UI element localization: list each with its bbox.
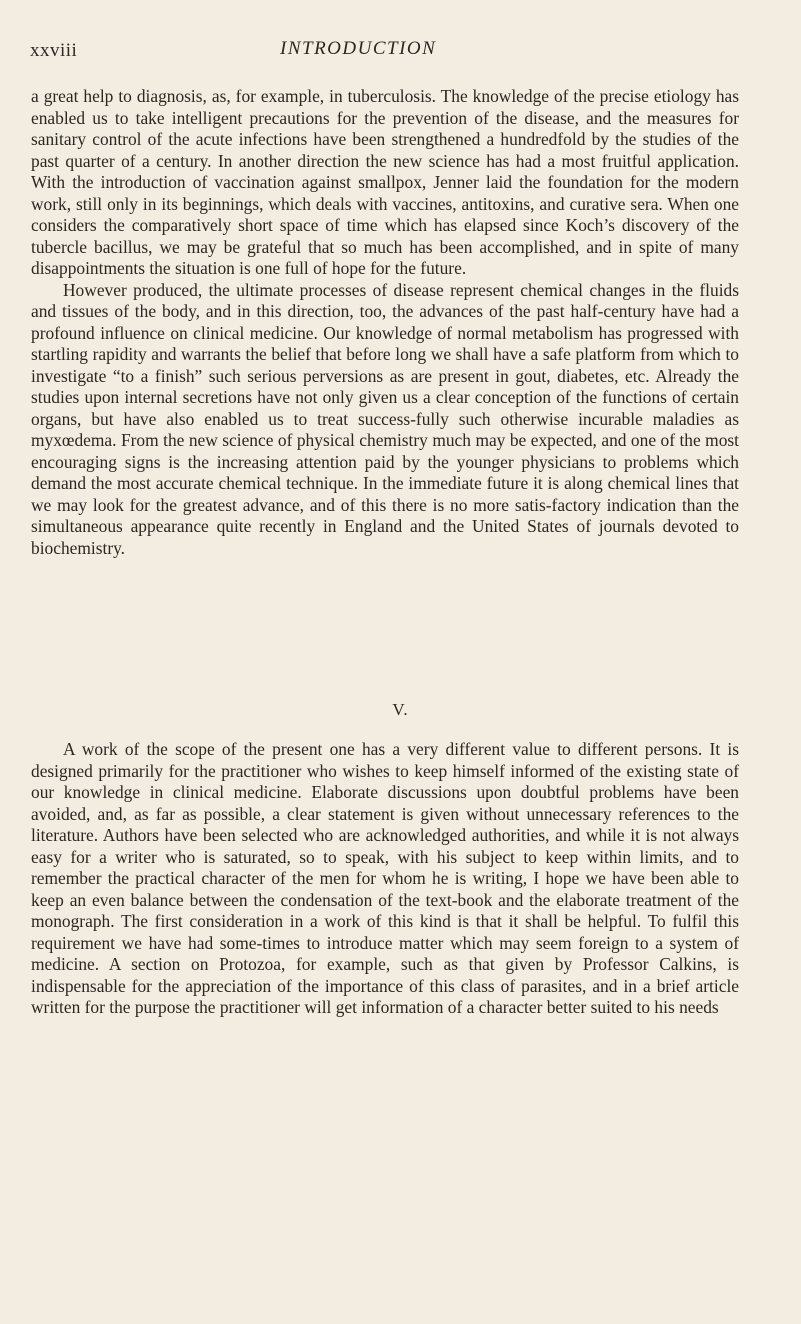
- running-title: INTRODUCTION: [280, 38, 437, 59]
- page-number: xxviii: [30, 40, 78, 61]
- section-heading: V.: [392, 700, 409, 719]
- body-text-bottom: [31, 739, 739, 1019]
- body-text-top: [31, 86, 739, 559]
- paragraph: A work of the scope of the present one has a very different value to different persons. It is designed primarily for the practitioner who wishes to keep himself informed of the existing state of our knowledge in clinical medicine. Elaborate discussions upon doubtful problems have been avoided, and, as far as possible, a clear statement is given without unnecessary references to the literature. Authors have been selected who are acknowledged authorities, and while it is not always easy for a writer who is saturated, so to speak, with his subject to keep within limits, and to remember the practical character of the men for whom he is writing, I hope we have been able to keep an even balance between the condensation of the text-book and the elaborate treatment of the monograph. The first consideration in a work of this kind is that it shall be helpful. To fulfil this requirement we have had some-times to introduce matter which may seem foreign to a system of medicine. A section on Protozoa, for example, such as that given by Professor Calkins, is indispensable for the appreciation of the importance of this class of parasites, and in a brief article written for the purpose the practitioner will get information of a character better suited to his needs: [31, 739, 739, 1017]
- page-header: [30, 38, 770, 78]
- paragraph: a great help to diagnosis, as, for example, in tuberculosis. The knowledge of the precise etiology has enabled us to take intelligent precautions for the prevention of the disease, and the measures for sanitary control of the acute infections have been strengthened a hundredfold by the studies of the past quarter of a century. In another direction the new science has had a most fruitful application. With the introduction of vaccination against smallpox, Jenner laid the foundation for the modern work, still only in its beginnings, which deals with vaccines, antitoxins, and curative sera. When one considers the comparatively short space of time which has elapsed since Koch’s discovery of the tubercle bacillus, we may be grateful that so much has been accomplished, and in spite of many disappointments the situation is one full of hope for the future.: [31, 86, 739, 278]
- paragraph: However produced, the ultimate processes of disease represent chemical changes in the fluids and tissues of the body, and in this direction, too, the advances of the past half-century have had a profound influence on clinical medicine. Our knowledge of normal metabolism has progressed with startling rapidity and warrants the belief that before long we shall have a safe platform from which to investigate “to a finish” such serious perversions as are present in gout, diabetes, etc. Already the studies upon internal secretions have not only given us a clear conception of the functions of certain organs, but have also enabled us to treat success-fully such otherwise incurable maladies as myxœdema. From the new science of physical chemistry much may be expected, and one of the most encouraging signs is the increasing attention paid by the younger physicians to problems which demand the most accurate chemical technique. In the immediate future it is along chemical lines that we may look for the greatest advance, and of this there is no more satis-factory indication than the simultaneous appearance quite recently in England and the United States of journals devoted to biochemistry.: [31, 279, 739, 558]
